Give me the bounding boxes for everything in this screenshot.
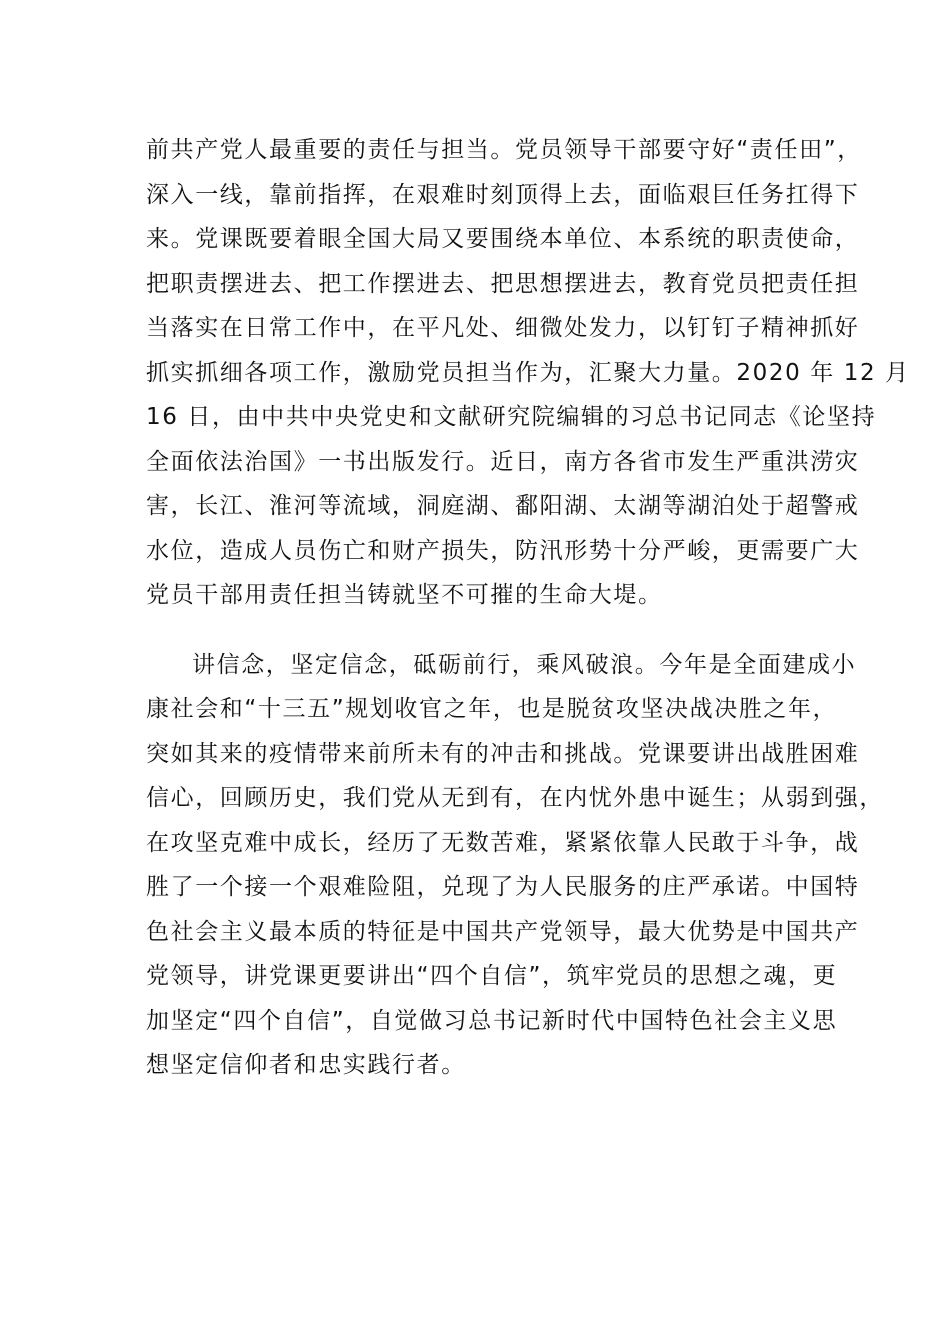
text-line: 来。党课既要着眼全国大局又要围绕本单位、本系统的职责使命， [146,226,860,252]
text-line: 加坚定“四个自信”，自觉做习总书记新时代中国特色社会主义思 [146,1007,838,1034]
text-line: 把职责摆进去、把工作摆进去、把思想摆进去，教育党员把责任担 [146,270,860,297]
text-line: 讲信念，坚定信念，砥砺前行，乘风破浪。今年是全面建成小 [192,651,857,678]
text-line: 突如其来的疫情带来前所未有的冲击和挑战。党课要讲出战胜困难 [146,740,860,767]
document-body [146,128,910,1088]
text-line: 色社会主义最本质的特征是中国共产党领导，最大优势是中国共产 [146,918,860,945]
text-line: 当落实在日常工作中，在平凡处、细微处发力，以钉钉子精神抓好 [146,315,860,341]
text-line: 全面依法治国》一书出版发行。近日，南方各省市发生严重洪涝灾 [146,448,860,475]
text-line: 水位，造成人员伤亡和财产损失，防汛形势十分严峻，更需要广大 [146,537,860,564]
text-line: 抓实抓细各项工作，激励党员担当作为，汇聚大力量。2020 年 12 月 [146,359,910,386]
text-line: 党领导，讲党课更要讲出“四个自信”，筑牢党员的思想之魂，更 [146,963,838,989]
text-line: 在攻坚克难中成长，经历了无数苦难，紧紧依靠人民敢于斗争，战 [146,829,860,856]
text-line: 信心，回顾历史，我们党从无到有，在内忧外患中诞生；从弱到强， [146,785,884,811]
text-line: 深入一线，靠前指挥，在艰难时刻顶得上去，面临艰巨任务扛得下 [146,181,860,208]
paragraph-2 [146,643,884,1088]
text-line: 害，长江、淮河等流域，洞庭湖、鄱阳湖、太湖等湖泊处于超警戒 [146,493,860,519]
text-line: 康社会和“十三五”规划收官之年，也是脱贫攻坚决战决胜之年， [146,696,838,722]
text-line: 胜了一个接一个艰难险阻，兑现了为人民服务的庄严承诺。中国特 [146,874,860,900]
paragraph-spacer [146,618,816,643]
text-line: 党员干部用责任担当铸就坚不可摧的生命大堤。 [146,582,663,608]
text-line: 前共产党人最重要的责任与担当。党员领导干部要守好“责任田”， [146,137,862,163]
paragraph-1 [146,128,910,618]
text-line: 16 日，由中共中央党史和文献研究院编辑的习总书记同志《论坚持 [146,404,877,430]
text-line: 想坚定信仰者和忠实践行者。 [146,1052,466,1078]
